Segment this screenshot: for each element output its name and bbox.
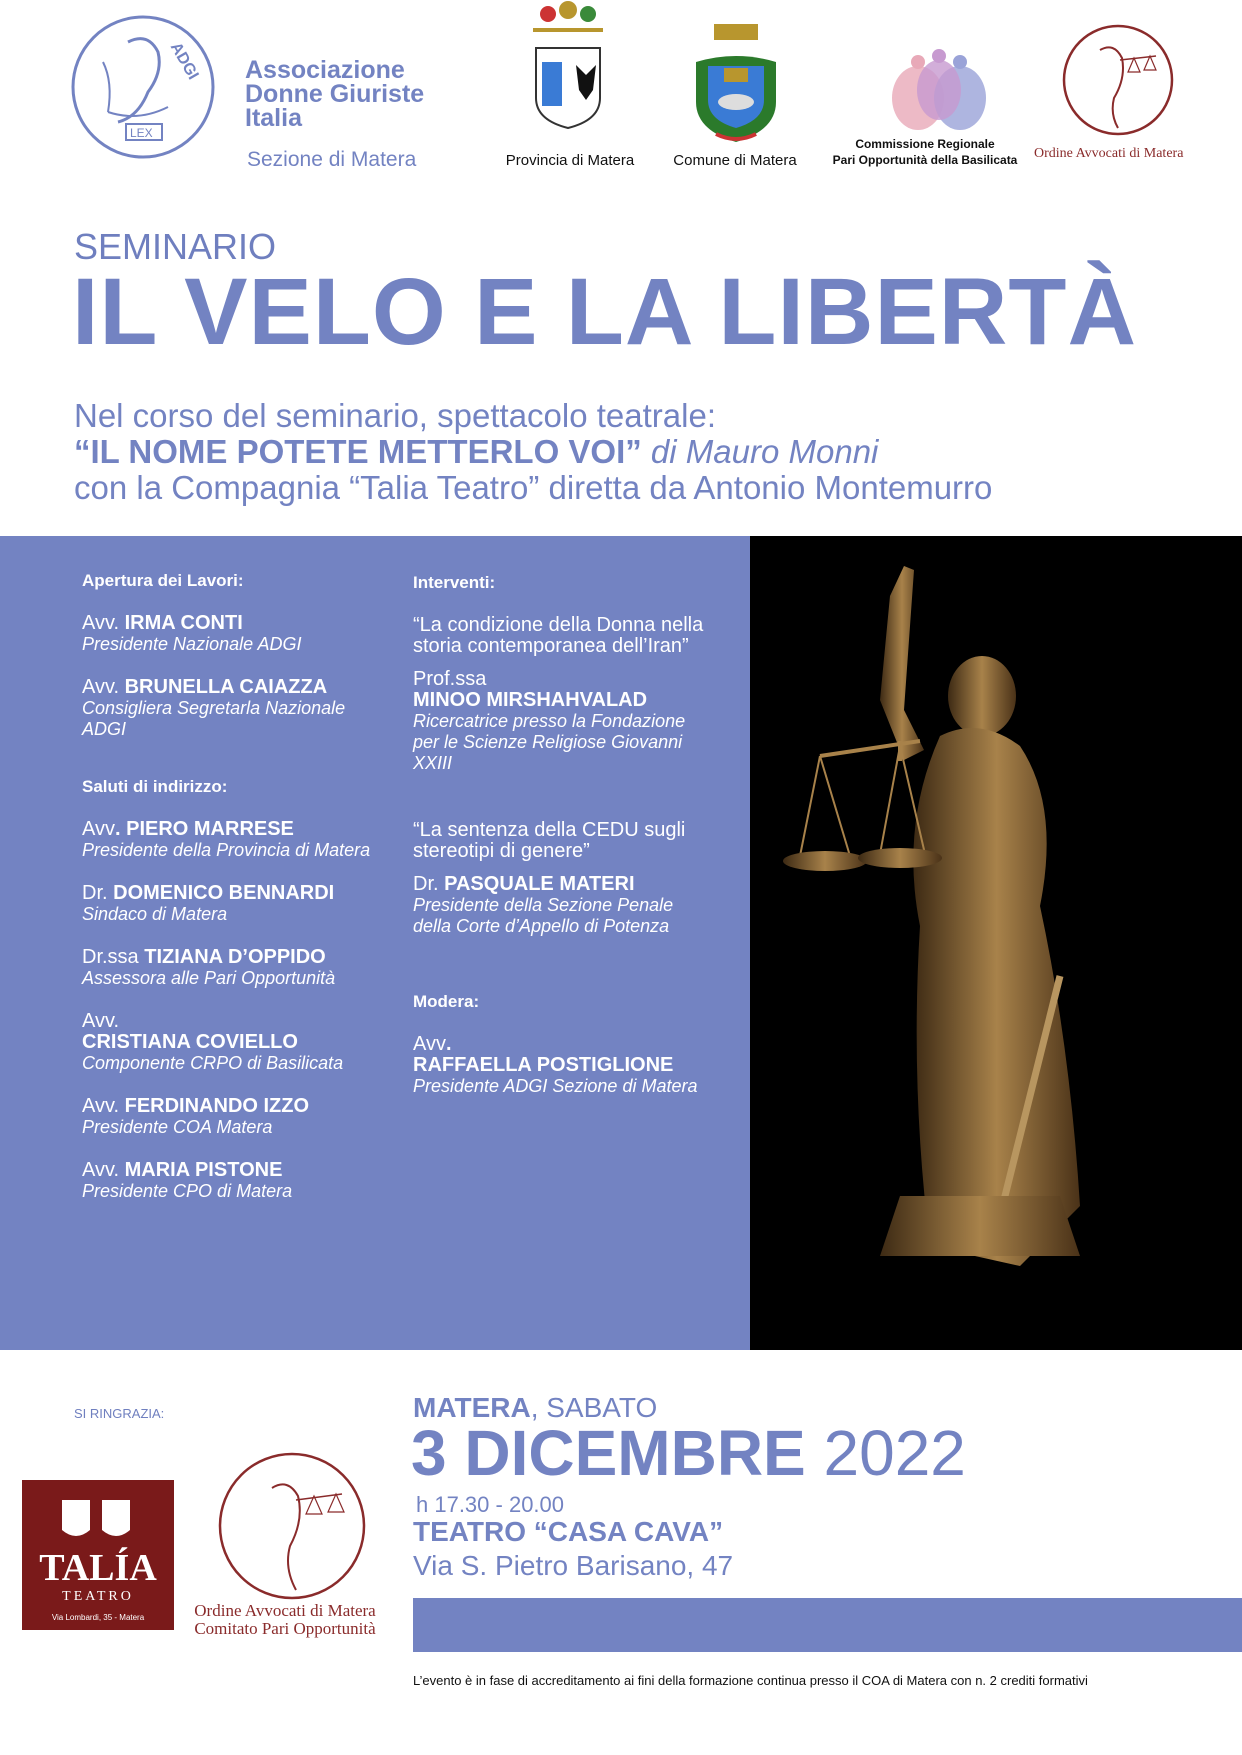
speaker-postiglione: Avv. RAFFAELLA POSTIGLIONE Presidente ADGI Sezione di Matera [413, 1033, 698, 1096]
crpo-logo [860, 48, 1020, 138]
provincia-crest [518, 0, 618, 150]
thanks-label: SI RINGRAZIA: [74, 1406, 165, 1421]
event-address: Via S. Pietro Barisano, 47 [413, 1550, 734, 1581]
event-city-day: MATERA, SABATO [413, 1392, 658, 1423]
provincia-caption: Provincia di Matera [505, 152, 635, 169]
svg-text:TEATRO: TEATRO [62, 1589, 134, 1604]
speaker-marrese: Avv. PIERO MARRESE Presidente della Provincia di Matera [82, 818, 371, 860]
speaker-materi: Dr. PASQUALE MATERI Presidente della Sezione Penale della Corte d’Appello di Potenza [413, 873, 674, 936]
adgi-logo [68, 12, 218, 162]
subtitle-block [74, 398, 992, 506]
svg-text:ADGI: ADGI [166, 39, 202, 83]
comune-caption: Comune di Matera [673, 152, 797, 169]
adgi-name: Associazione Donne Giuriste Italia [245, 56, 425, 132]
subtitle-line2: “IL NOME POTETE METTERLO VOI” di Mauro Monni [74, 433, 879, 470]
interventi-heading: Interventi: [413, 573, 496, 592]
ordine-caption: Ordine Avvocati di Matera [1034, 146, 1184, 161]
event-date: 3 DICEMBRE 2022 [411, 1417, 966, 1489]
modera-heading: Modera: [413, 992, 480, 1011]
ordine-avvocati-logo [1060, 22, 1176, 138]
speaker-bennardi: Dr. DOMENICO BENNARDI Sindaco di Matera [82, 882, 335, 924]
event-venue: TEATRO “CASA CAVA” [413, 1516, 724, 1547]
svg-text:Via Lombardi, 35 - Matera: Via Lombardi, 35 - Matera [51, 1613, 145, 1622]
apertura-heading: Apertura dei Lavori: [82, 571, 244, 590]
intervento2-topic: “La sentenza della CEDU sugli stereotipi di genere” [413, 819, 686, 862]
svg-text:TALÍA: TALÍA [39, 1547, 157, 1589]
saluti-heading: Saluti di indirizzo: [82, 777, 228, 796]
crpo-caption: Commissione Regionale Pari Opportunità della Basilicata [832, 137, 1018, 167]
speaker-coviello: Avv. CRISTIANA COVIELLO Componente CRPO di Basilicata [82, 1010, 344, 1073]
adgi-section: Sezione di Matera [247, 148, 417, 171]
speaker-izzo: Avv. FERDINANDO IZZO Presidente COA Matera [82, 1095, 310, 1137]
subtitle-line1: Nel corso del seminario, spettacolo teatrale: [74, 397, 716, 434]
event-hours: h 17.30 - 20.00 [416, 1492, 565, 1517]
ordine-cpo-logo [202, 1448, 382, 1608]
speaker-doppido: Dr.ssa TIZIANA D’OPPIDO Assessora alle Pari Opportunità [82, 946, 336, 988]
main-title: IL VELO E LA LIBERTÀ [72, 259, 1138, 365]
speaker-caiazza: Avv. BRUNELLA CAIAZZA Consigliera Segretarla Nazionale ADGI [82, 676, 346, 739]
justice-statue-photo [750, 536, 1242, 1350]
ordine-cpo-caption: Ordine Avvocati di Matera Comitato Pari Opportunità [194, 1601, 376, 1638]
justice-statue-icon [750, 536, 1242, 1350]
accreditation-note: L’evento è in fase di accreditamento ai fini della formazione continua presso il COA di Matera con n. 2 crediti formativi [413, 1673, 1088, 1688]
subtitle-line3: con la Compagnia “Talia Teatro” diretta da Antonio Montemurro [74, 469, 993, 506]
svg-text:LEX: LEX [130, 126, 153, 140]
speaker-mirshahvalad: Prof.ssa MINOO MIRSHAHVALAD Ricercatrice presso la Fondazione per le Scienze Religiose Giovanni XXIII [413, 668, 686, 773]
speaker-conti: Avv. IRMA CONTI Presidente Nazionale ADGI [82, 612, 302, 654]
program-column-right [413, 572, 713, 1119]
intervento1-topic: “La condizione della Donna nella storia contemporanea dell’Iran” [413, 614, 704, 657]
comune-crest [686, 22, 786, 150]
footer-accent-bar [413, 1598, 1242, 1652]
seminar-kicker: SEMINARIO [74, 226, 277, 267]
program-column-left [82, 570, 382, 1224]
talia-teatro-logo [22, 1480, 174, 1630]
speaker-pistone: Avv. MARIA PISTONE Presidente CPO di Matera [82, 1159, 293, 1201]
